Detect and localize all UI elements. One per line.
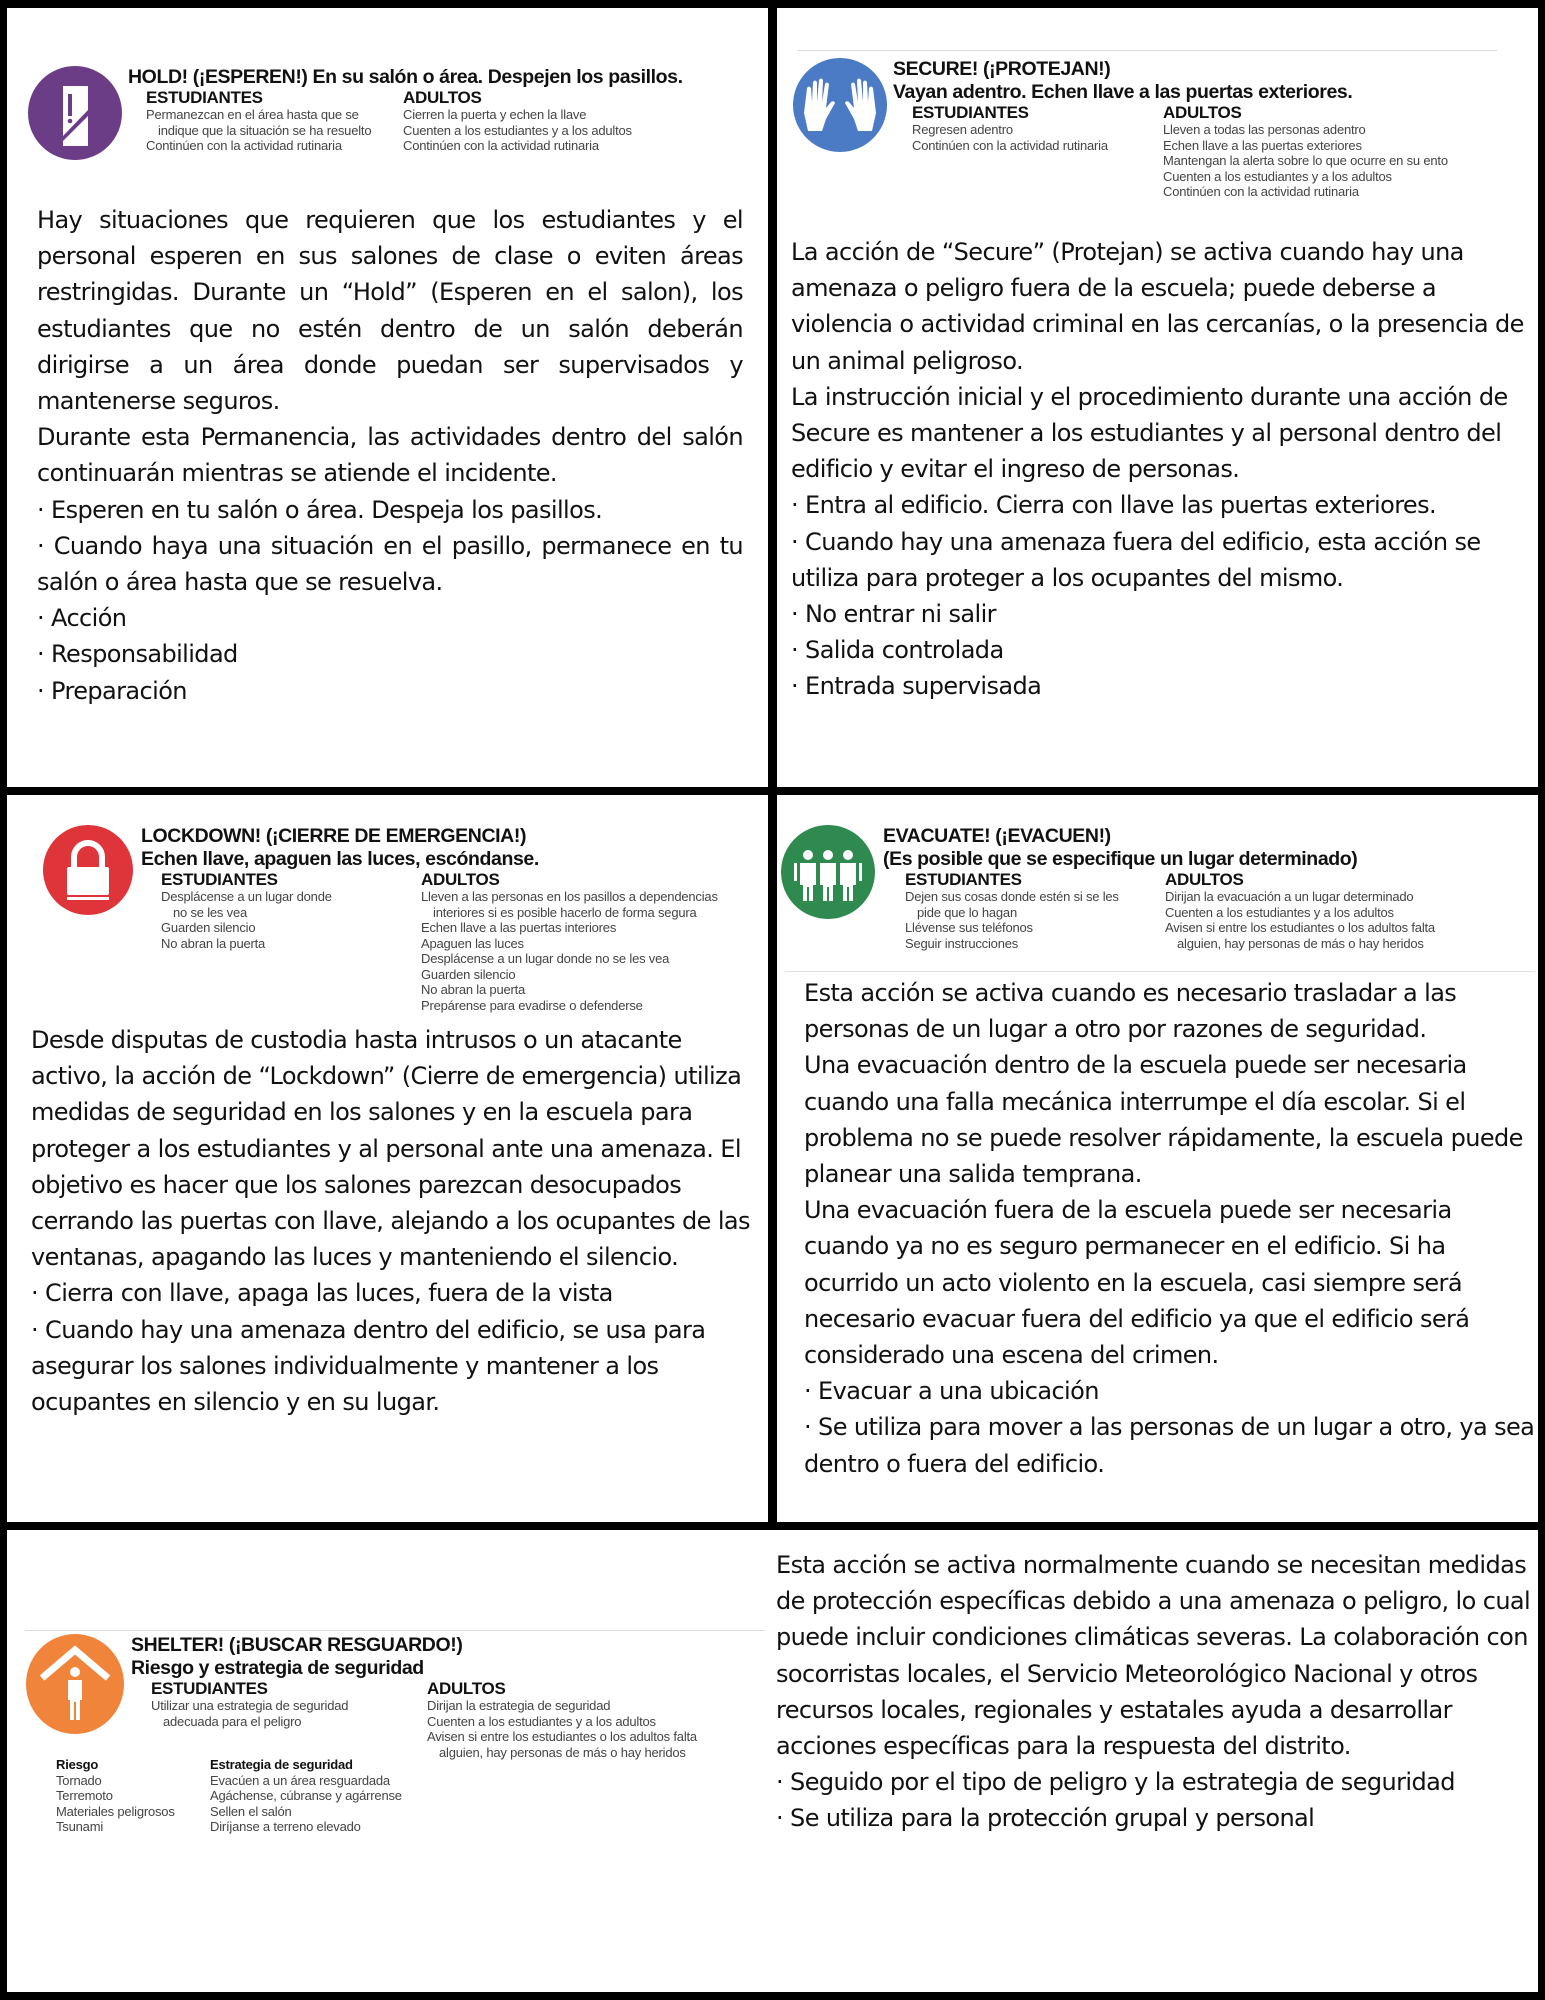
list-item: Cuenten a los estudiantes y a los adultos: [403, 122, 632, 138]
strategy-list: [210, 1773, 402, 1835]
person-under-roof-icon: [26, 1634, 124, 1734]
evacuate-body: [804, 975, 1538, 1482]
list-item: Cuenten a los estudiantes y a los adultos: [1163, 168, 1392, 184]
list-item: Llévense sus teléfonos: [905, 920, 1033, 935]
adults-heading: ADULTOS: [421, 870, 500, 889]
shelter-title: SHELTER! (¡BUSCAR RESGUARDO!): [131, 1634, 463, 1656]
list-item: Seguir instrucciones: [905, 935, 1019, 951]
bullet-item: · Cuando haya una situación en el pasillo, permanece en tu salón o área hasta que se resuelva.: [37, 531, 743, 597]
students-heading: ESTUDIANTES: [151, 1679, 268, 1698]
adults-heading: ADULTOS: [1163, 103, 1242, 122]
list-item: Mantengan la alerta sobre lo que ocurre en su ento: [1163, 153, 1448, 168]
list-item: Guarden silencio: [161, 920, 256, 935]
list-item: Desplácense a un lugar donde no se les vea: [421, 951, 670, 966]
list-item: interiores si es posible hacerlo de forma segura: [433, 904, 697, 920]
hold-body: [37, 202, 743, 709]
adults-list: [421, 889, 718, 1013]
secure-title: SECURE! (¡PROTEJAN!): [893, 58, 1111, 80]
bullet-item: · Entra al edificio. Cierra con llave las puertas exteriores.: [791, 491, 1437, 520]
adults-heading: ADULTOS: [403, 88, 482, 107]
students-list: [905, 889, 1165, 951]
list-item: Continúen con la actividad rutinaria: [912, 137, 1108, 153]
students-list: [146, 107, 403, 154]
list-item: Avisen si entre los estudiantes o los adultos falta: [427, 1729, 697, 1744]
lockdown-subtitle: Echen llave, apaguen las luces, escóndanse.: [141, 848, 539, 870]
list-item: alguien, hay personas de más o hay heridos: [439, 1744, 686, 1760]
paragraph: Esta acción se activa normalmente cuando se necesitan medidas de protección específicas debido a una amenaza o peligro, lo cual puede incluir condiciones climáticas severas. La colaboración con socorristas locales, el Servicio Meteorológico Nacional y otros recursos locales, regionales y estatales ayuda a desarrollar acciones específicas para la respuesta del distrito.: [776, 1551, 1531, 1761]
paragraph: Una evacuación dentro de la escuela puede ser necesaria cuando una falla mecánica interrumpe el día escolar. Si el problema no se puede resolver rápidamente, la escuela puede planear una salida temprana.: [804, 1051, 1523, 1189]
list-item: Prepárense para evadirse o defenderse: [421, 997, 643, 1013]
adults-list: [403, 107, 632, 154]
evacuate-title: EVACUATE! (¡EVACUEN!): [883, 825, 1111, 847]
paragraph: Esta acción se activa cuando es necesario trasladar a las personas de un lugar a otro por razones de seguridad.: [804, 979, 1457, 1044]
list-item: Desplácense a un lugar donde: [161, 889, 332, 904]
list-item: no se les vea: [173, 904, 248, 920]
list-item: No abran la puerta: [161, 935, 266, 951]
list-item: Echen llave a las puertas exteriores: [1163, 137, 1362, 153]
list-item: Guarden silencio: [421, 966, 516, 982]
hold-panel: [7, 8, 768, 787]
students-list: [151, 1698, 427, 1729]
students-heading: ESTUDIANTES: [161, 870, 278, 889]
risk-list: [56, 1773, 210, 1835]
bullet-item: · Evacuar a una ubicación: [804, 1377, 1099, 1406]
list-item: adecuada para el peligro: [163, 1713, 302, 1729]
paragraph: Una evacuación fuera de la escuela puede ser necesaria cuando ya no es seguro permanecer en el edificio. Si ha ocurrido un acto violento en la escuela, casi siempre será necesario evacuar fuera del edificio ya que el edificio será considerado una escena del crimen.: [804, 1196, 1470, 1370]
bullet-item: · Esperen en tu salón o área. Despeja los pasillos.: [37, 495, 603, 524]
list-item: alguien, hay personas de más o hay heridos: [1177, 935, 1424, 951]
students-heading: ESTUDIANTES: [912, 103, 1029, 122]
list-item: Cuenten a los estudiantes y a los adultos: [427, 1713, 656, 1729]
paragraph: Durante esta Permanencia, las actividades dentro del salón continuarán mientras se atiende el incidente.: [37, 423, 743, 488]
bullet-item: · Cuando hay una amenaza fuera del edificio, esta acción se utiliza para proteger a los ocupantes del mismo.: [791, 527, 1481, 592]
list-item: Cierren la puerta y echen la llave: [403, 107, 587, 122]
list-item: Dejen sus cosas donde estén si se les: [905, 889, 1119, 904]
divider: [25, 1630, 765, 1631]
bullet-item: · Salida controlada: [791, 636, 1004, 665]
list-item: Cuenten a los estudiantes y a los adultos: [1165, 904, 1394, 920]
shelter-subtitle: Riesgo y estrategia de seguridad: [131, 1657, 424, 1679]
bullet-item: · Se utiliza para mover a las personas de un lugar a otro, ya sea dentro o fuera del edificio.: [804, 1413, 1535, 1478]
paragraph: Hay situaciones que requieren que los estudiantes y el personal esperen en sus salones de clase o eviten áreas restringidas. Durante un “Hold” (Esperen en el salon), los estudiantes que no estén dentro de un salón deberán dirigirse a un área donde puedan ser supervisados y mantenerse seguros.: [37, 206, 743, 416]
adults-heading: ADULTOS: [1165, 870, 1244, 889]
secure-subtitle: Vayan adentro. Echen llave a las puertas exteriores.: [893, 81, 1353, 103]
raised-hands-icon: [793, 58, 887, 152]
risk-cell: Tornado: [56, 1772, 102, 1788]
adults-heading: ADULTOS: [427, 1679, 506, 1698]
paragraph: Desde disputas de custodia hasta intrusos o un atacante activo, la acción de “Lockdown” (Cierre de emergencia) utiliza medidas de seguridad en los salones y en la escuela para proteger a los estudiantes y al personal ante una amenaza. El objetivo es hacer que los salones parezcan desocupados cerrando las puertas con llave, alejando a los ocupantes de las ventanas, apagando las luces y manteniendo el silencio.: [31, 1026, 750, 1272]
divider: [785, 971, 1535, 972]
strategy-cell: Agáchense, cúbranse y agárrense: [210, 1788, 402, 1803]
list-item: Regresen adentro: [912, 122, 1013, 137]
bullet-item: · Seguido por el tipo de peligro y la estrategia de seguridad: [776, 1768, 1455, 1797]
people-group-icon: [781, 825, 875, 919]
list-item: Echen llave a las puertas interiores: [421, 920, 617, 935]
list-item: Avisen si entre los estudiantes o los adultos falta: [1165, 920, 1435, 935]
lockdown-title: LOCKDOWN! (¡CIERRE DE EMERGENCIA!): [141, 825, 527, 847]
list-item: Dirijan la estrategia de seguridad: [427, 1698, 611, 1713]
risk-heading: Riesgo: [56, 1757, 99, 1772]
students-heading: ESTUDIANTES: [905, 870, 1022, 889]
strategy-heading: Estrategia de seguridad: [210, 1757, 353, 1772]
shelter-body: [776, 1547, 1531, 1837]
list-item: indique que la situación se ha resuelto: [158, 122, 372, 138]
list-item: Continúen con la actividad rutinaria: [1163, 184, 1359, 199]
strategy-cell: Evacúen a un área resguardada: [210, 1772, 390, 1788]
list-item: Permanezcan en el área hasta que se: [146, 107, 359, 122]
bullet-item: · Cierra con llave, apaga las luces, fuera de la vista: [31, 1279, 613, 1308]
paragraph: La acción de “Secure” (Protejan) se activa cuando hay una amenaza o peligro fuera de la escuela; puede deberse a violencia o actividad criminal en las cercanías, o la presencia de un animal peligroso.: [791, 238, 1524, 375]
list-item: pide que lo hagan: [917, 904, 1017, 920]
divider: [797, 50, 1497, 51]
strategy-cell: Diríjanse a terreno elevado: [210, 1819, 361, 1834]
list-item: Continúen con la actividad rutinaria: [403, 138, 599, 153]
list-item: Dirijan la evacuación a un lugar determinado: [1165, 889, 1414, 904]
students-heading: ESTUDIANTES: [146, 88, 263, 107]
bullet-item: · Preparación: [37, 676, 187, 705]
list-item: No abran la puerta: [421, 982, 526, 997]
students-list: [912, 122, 1163, 153]
students-list: [161, 889, 421, 951]
strategy-cell: Sellen el salón: [210, 1803, 292, 1819]
list-item: Lleven a todas las personas adentro: [1163, 122, 1366, 137]
list-item: Apaguen las luces: [421, 935, 524, 951]
door-icon: [28, 66, 122, 160]
evacuate-panel: [777, 795, 1538, 1522]
list-item: Continúen con la actividad rutinaria: [146, 138, 342, 153]
paragraph: La instrucción inicial y el procedimiento durante una acción de Secure es mantener a los estudiantes y al personal dentro del edificio y evitar el ingreso de personas.: [791, 382, 1508, 484]
lockdown-body: [31, 1022, 761, 1420]
lockdown-panel: [7, 795, 768, 1522]
secure-body: [791, 234, 1536, 705]
evacuate-subtitle: (Es posible que se especifique un lugar determinado): [883, 848, 1358, 870]
risk-cell: Terremoto: [56, 1788, 113, 1803]
risk-cell: Materiales peligrosos: [56, 1803, 175, 1819]
bullet-item: · Entrada supervisada: [791, 672, 1042, 701]
padlock-icon: [43, 825, 133, 915]
hold-title: HOLD! (¡ESPEREN!) En su salón o área. Despejen los pasillos.: [128, 66, 683, 88]
bullet-item: · No entrar ni salir: [791, 600, 996, 629]
adults-list: [427, 1698, 697, 1760]
risk-cell: Tsunami: [56, 1819, 104, 1834]
bullet-item: · Se utiliza para la protección grupal y personal: [776, 1804, 1315, 1833]
adults-list: [1163, 122, 1448, 200]
adults-list: [1165, 889, 1435, 951]
secure-panel: [777, 8, 1538, 787]
bullet-item: · Acción: [37, 604, 127, 633]
list-item: Lleven a las personas en los pasillos a dependencias: [421, 889, 718, 904]
shelter-panel: [7, 1530, 1538, 1992]
bullet-item: · Responsabilidad: [37, 640, 238, 669]
bullet-item: · Cuando hay una amenaza dentro del edificio, se usa para asegurar los salones individualmente y mantener a los ocupantes en silencio y en su lugar.: [31, 1315, 706, 1417]
risk-strategy-table: [56, 1757, 402, 1835]
list-item: Utilizar una estrategia de seguridad: [151, 1698, 349, 1713]
